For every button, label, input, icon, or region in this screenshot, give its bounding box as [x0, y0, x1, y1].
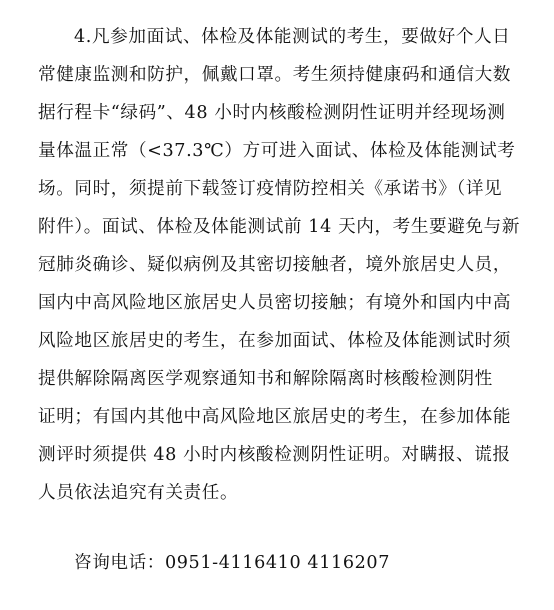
notice-paragraph: [38, 18, 528, 512]
paragraph-line: 人员依法追究有关责任。: [38, 483, 239, 503]
paragraph-line: 量体温正常（<37.3℃）方可进入面试、体检及体能测试考: [38, 141, 516, 161]
paragraph-line: 场。同时，须提前下载签订疫情防控相关《承诺书》（详见: [38, 179, 503, 199]
paragraph-line: 4.凡参加面试、体检及体能测试的考生，要做好个人日: [74, 27, 511, 47]
paragraph-line: 冠肺炎确诊、疑似病例及其密切接触者，境外旅居史人员，: [38, 255, 512, 275]
paragraph-line: 常健康监测和防护，佩戴口罩。考生须持健康码和通信大数: [38, 65, 512, 85]
paragraph-line: 测评时须提供 48 小时内核酸检测阴性证明。对瞒报、谎报: [38, 445, 511, 465]
paragraph-line: 提供解除隔离医学观察通知书和解除隔离时核酸检测阴性: [38, 369, 493, 389]
paragraph-line: 证明；有国内其他中高风险地区旅居史的考生，在参加体能: [38, 407, 512, 427]
paragraph-line: 国内中高风险地区旅居史人员密切接触；有境外和国内中高: [38, 293, 512, 313]
paragraph-line: 附件）。面试、体检及体能测试前 14 天内，考生要避免与新: [38, 217, 521, 237]
paragraph-line: 据行程卡“绿码”、48 小时内核酸检测阴性证明并经现场测: [38, 103, 506, 123]
contact-phone-line: 咨询电话：0951-4116410 4116207: [74, 553, 390, 573]
paragraph-line: 风险地区旅居史的考生，在参加面试、体检及体能测试时须: [38, 331, 512, 351]
